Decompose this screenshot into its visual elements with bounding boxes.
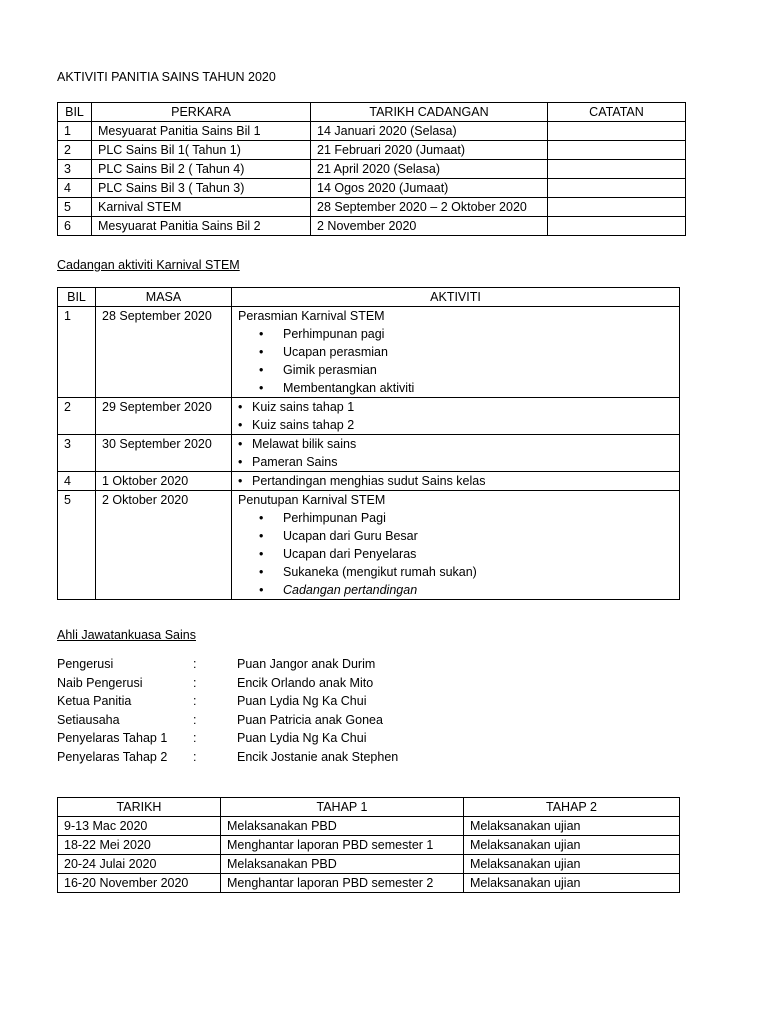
committee-role: Penyelaras Tahap 1 — [57, 731, 168, 746]
cell-catatan — [548, 179, 686, 198]
assessment-schedule-table — [57, 797, 680, 893]
cell-catatan — [548, 217, 686, 236]
cell-tahap-2: Melaksanakan ujian — [464, 836, 680, 855]
list-item: • Sukaneka (mengikut rumah sukan) — [238, 563, 673, 581]
committee-row — [57, 655, 557, 674]
cell-bil: 1 — [58, 122, 92, 141]
cell-perkara: Mesyuarat Panitia Sains Bil 2 — [92, 217, 311, 236]
committee-member-name: Puan Lydia Ng Ka Chui — [237, 731, 367, 746]
header-tarikh: TARIKH — [58, 798, 221, 817]
cell-tahap-2: Melaksanakan ujian — [464, 874, 680, 893]
committee-row — [57, 748, 557, 767]
cell-tarikh: 18-22 Mei 2020 — [58, 836, 221, 855]
list-item: • Ucapan dari Guru Besar — [238, 527, 673, 545]
cell-tahap-2: Melaksanakan ujian — [464, 817, 680, 836]
cell-bil: 2 — [58, 141, 92, 160]
header-tarikh-cadangan: TARIKH CADANGAN — [311, 103, 548, 122]
list-item: • Perhimpunan pagi — [238, 325, 673, 343]
committee-member-name: Puan Lydia Ng Ka Chui — [237, 694, 367, 709]
cell-tarikh: 20-24 Julai 2020 — [58, 855, 221, 874]
cell-catatan — [548, 141, 686, 160]
cell-masa: 28 September 2020 — [96, 307, 232, 398]
committee-row — [57, 692, 557, 711]
cell-tarikh: 28 September 2020 – 2 Oktober 2020 — [311, 198, 548, 217]
committee-member-name: Puan Patricia anak Gonea — [237, 712, 383, 727]
table-row — [58, 836, 680, 855]
committee-row — [57, 711, 557, 730]
cell-aktiviti — [232, 491, 680, 600]
table-row — [58, 398, 680, 435]
committee-row — [57, 729, 557, 748]
document-title: AKTIVITI PANITIA SAINS TAHUN 2020 — [57, 70, 276, 84]
list-item: • Melawat bilik sains — [238, 435, 673, 453]
committee-role: Ketua Panitia — [57, 694, 132, 709]
list-item: • Pameran Sains — [238, 453, 673, 471]
list-item: • Cadangan pertandingan — [238, 581, 673, 599]
header-tahap-1: TAHAP 1 — [221, 798, 464, 817]
activity-title: Penutupan Karnival STEM — [238, 493, 386, 507]
cell-aktiviti — [232, 307, 680, 398]
committee-colon: : — [193, 731, 197, 746]
activity-title: Perasmian Karnival STEM — [238, 309, 385, 323]
cell-tahap-1: Melaksanakan PBD — [221, 817, 464, 836]
list-item: • Ucapan dari Penyelaras — [238, 545, 673, 563]
cell-masa: 1 Oktober 2020 — [96, 472, 232, 491]
cell-bil: 5 — [58, 198, 92, 217]
list-item: • Gimik perasmian — [238, 361, 673, 379]
cell-perkara: Mesyuarat Panitia Sains Bil 1 — [92, 122, 311, 141]
table-row — [58, 217, 686, 236]
cell-bil: 2 — [58, 398, 96, 435]
header-aktiviti: AKTIVITI — [232, 288, 680, 307]
cell-tahap-1: Menghantar laporan PBD semester 2 — [221, 874, 464, 893]
committee-list — [57, 655, 557, 767]
cell-tarikh: 21 April 2020 (Selasa) — [311, 160, 548, 179]
header-bil: BIL — [58, 288, 96, 307]
committee-colon: : — [193, 712, 197, 727]
table-row — [58, 435, 680, 472]
committee-colon: : — [193, 675, 197, 690]
cell-tarikh: 2 November 2020 — [311, 217, 548, 236]
table-header-row — [58, 798, 680, 817]
list-item: • Pertandingan menghias sudut Sains kelas — [238, 472, 673, 490]
table-row — [58, 817, 680, 836]
cell-tarikh: 21 Februari 2020 (Jumaat) — [311, 141, 548, 160]
cell-tarikh: 9-13 Mac 2020 — [58, 817, 221, 836]
list-item: • Ucapan perasmian — [238, 343, 673, 361]
cell-catatan — [548, 198, 686, 217]
table-row — [58, 855, 680, 874]
cell-tarikh: 14 Januari 2020 (Selasa) — [311, 122, 548, 141]
activity-list — [238, 435, 673, 471]
cell-perkara: Karnival STEM — [92, 198, 311, 217]
cell-catatan — [548, 160, 686, 179]
table-row — [58, 491, 680, 600]
cell-bil: 3 — [58, 160, 92, 179]
cell-perkara: PLC Sains Bil 1( Tahun 1) — [92, 141, 311, 160]
cell-bil: 1 — [58, 307, 96, 398]
committee-member-name: Encik Jostanie anak Stephen — [237, 749, 399, 764]
table-row — [58, 122, 686, 141]
committee-row — [57, 674, 557, 693]
cell-tahap-1: Menghantar laporan PBD semester 1 — [221, 836, 464, 855]
activity-list — [238, 509, 673, 599]
cell-tahap-1: Melaksanakan PBD — [221, 855, 464, 874]
header-masa: MASA — [96, 288, 232, 307]
table-row — [58, 141, 686, 160]
list-item: • Kuiz sains tahap 1 — [238, 398, 673, 416]
list-item: • Membentangkan aktiviti — [238, 379, 673, 397]
table-header-row — [58, 288, 680, 307]
cell-bil: 3 — [58, 435, 96, 472]
committee-role: Pengerusi — [57, 657, 114, 671]
committee-role: Naib Pengerusi — [57, 675, 143, 690]
table-row — [58, 307, 680, 398]
committee-colon: : — [193, 694, 197, 709]
stem-carnival-table — [57, 287, 680, 600]
table-row — [58, 874, 680, 893]
cell-bil: 4 — [58, 179, 92, 198]
activity-list — [238, 472, 673, 490]
cell-bil: 5 — [58, 491, 96, 600]
cell-tahap-2: Melaksanakan ujian — [464, 855, 680, 874]
cell-aktiviti — [232, 472, 680, 491]
cell-aktiviti — [232, 435, 680, 472]
header-bil: BIL — [58, 103, 92, 122]
cell-tarikh: 14 Ogos 2020 (Jumaat) — [311, 179, 548, 198]
activity-list — [238, 325, 673, 397]
committee-section-heading: Ahli Jawatankuasa Sains — [57, 628, 196, 642]
stem-section-heading: Cadangan aktiviti Karnival STEM — [57, 258, 240, 272]
table-row — [58, 160, 686, 179]
committee-colon: : — [193, 657, 197, 671]
committee-role: Penyelaras Tahap 2 — [57, 749, 168, 764]
table-row — [58, 472, 680, 491]
cell-bil: 4 — [58, 472, 96, 491]
activity-list — [238, 398, 673, 434]
cell-perkara: PLC Sains Bil 2 ( Tahun 4) — [92, 160, 311, 179]
table-header-row — [58, 103, 686, 122]
cell-perkara: PLC Sains Bil 3 ( Tahun 3) — [92, 179, 311, 198]
cell-masa: 29 September 2020 — [96, 398, 232, 435]
cell-bil: 6 — [58, 217, 92, 236]
header-tahap-2: TAHAP 2 — [464, 798, 680, 817]
list-item: • Kuiz sains tahap 2 — [238, 416, 673, 434]
table-row — [58, 198, 686, 217]
activity-table — [57, 102, 686, 236]
committee-role: Setiausaha — [57, 712, 120, 727]
committee-colon: : — [193, 749, 197, 764]
cell-tarikh: 16-20 November 2020 — [58, 874, 221, 893]
cell-catatan — [548, 122, 686, 141]
table-row — [58, 179, 686, 198]
committee-member-name: Encik Orlando anak Mito — [237, 675, 374, 690]
cell-masa: 30 September 2020 — [96, 435, 232, 472]
cell-masa: 2 Oktober 2020 — [96, 491, 232, 600]
committee-member-name: Puan Jangor anak Durim — [237, 657, 376, 671]
header-perkara: PERKARA — [92, 103, 311, 122]
header-catatan: CATATAN — [548, 103, 686, 122]
cell-aktiviti — [232, 398, 680, 435]
list-item: • Perhimpunan Pagi — [238, 509, 673, 527]
